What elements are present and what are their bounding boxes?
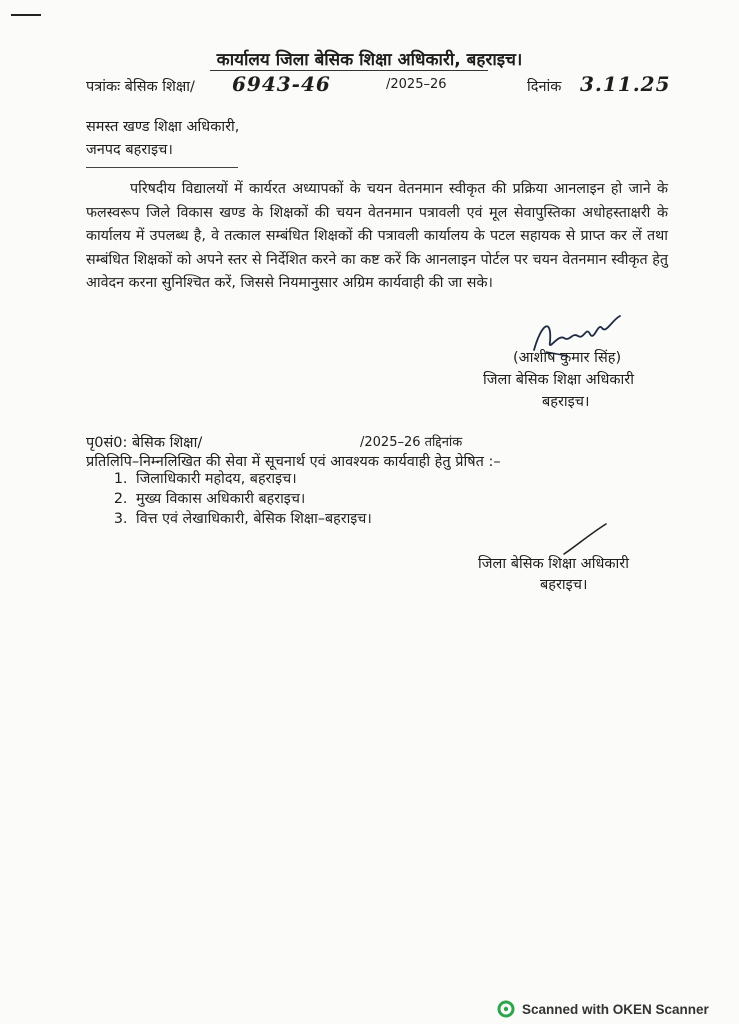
signatory-2-location: बहराइच। [540, 577, 588, 593]
ref-label: पत्रांकः बेसिक शिक्षा/ [86, 79, 195, 95]
title-underline [210, 70, 488, 71]
scanner-watermark [497, 1000, 709, 1018]
endorsement-ref-year: /2025–26 तद्दिनांक [360, 435, 463, 450]
separator-line [86, 167, 238, 168]
scan-margin-mark [11, 14, 41, 16]
cc-item: 2. मुख्य विकास अधिकारी बहराइच। [132, 489, 372, 509]
body-paragraph: परिषदीय विद्यालयों में कार्यरत अध्यापकों के चयन वेतनमान स्वीकृत की प्रक्रिया आनलाइन हो जाने के फलस्वरूप जिले विकास खण्ड के शिक्षकों की चयन वेतनमान पत्रावली एवं मूल सेवापुस्तिका अधोहस्ताक्षरी के कार्यालय में उपलब्ध है, वे तत्काल सम्बंधित शिक्षकों की पत्रावली कार्यालय के पटल सहायक से प्राप्त कर लें तथा सम्बंधित शिक्षकों को अपने स्तर से निर्देशित करने का कष्ट करें कि आनलाइन पोर्टल पर चयन वेतनमान स्वीकृत हेतु आवेदन करना सुनिश्चित करें, जिससे नियमानुसार अग्रिम कार्यवाही की जा सके। [86, 181, 668, 291]
cc-item: 3. वित्त एवं लेखाधिकारी, बेसिक शिक्षा–बहराइच। [132, 509, 372, 529]
signatory-name: (आशीष कुमार सिंह) [513, 350, 622, 366]
scanner-logo-icon [497, 1000, 515, 1018]
signatory-designation: जिला बेसिक शिक्षा अधिकारी [483, 372, 634, 388]
addressee-line-2: जनपद बहराइच। [86, 142, 173, 158]
ref-number-handwritten: 6943-46 [232, 72, 331, 96]
cc-item: 1. जिलाधिकारी महोदय, बहराइच। [132, 469, 372, 489]
office-title: कार्यालय जिला बेसिक शिक्षा अधिकारी, बहराइच। [216, 50, 523, 70]
addressee-line-1: समस्त खण्ड शिक्षा अधिकारी, [86, 119, 240, 135]
ref-year: /2025–26 [386, 77, 447, 92]
cc-heading: प्रतिलिपि–निम्नलिखित की सेवा में सूचनार्थ एवं आवश्यक कार्यवाही हेतु प्रेषित :– [86, 454, 501, 470]
date-handwritten: 3.11.25 [580, 72, 671, 96]
cc-list [108, 469, 372, 529]
signatory-location: बहराइच। [542, 394, 590, 410]
scanner-text: Scanned with OKEN Scanner [522, 1001, 709, 1017]
signatory-2-designation: जिला बेसिक शिक्षा अधिकारी [478, 556, 629, 572]
date-label: दिनांक [527, 79, 562, 95]
endorsement-ref-label: पृ0सं0: बेसिक शिक्षा/ [86, 435, 203, 451]
